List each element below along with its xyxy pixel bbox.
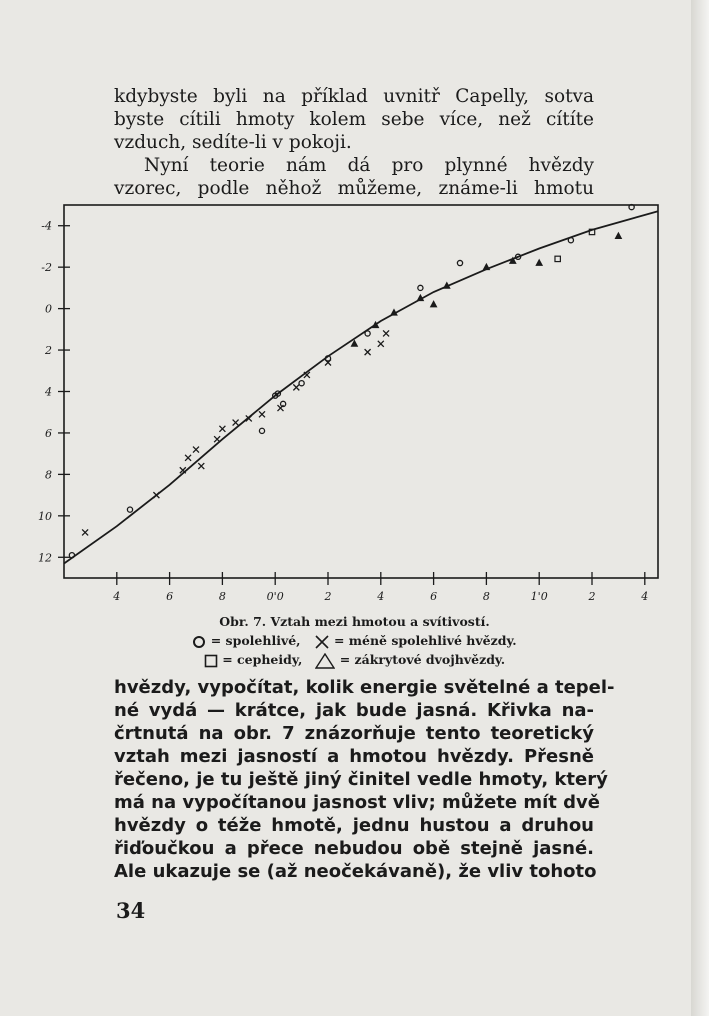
point-cross bbox=[198, 463, 204, 469]
point-circle bbox=[259, 428, 264, 433]
point-square bbox=[555, 256, 560, 261]
point-circle bbox=[127, 507, 132, 512]
point-cross bbox=[153, 492, 159, 498]
legend-less-reliable: = méně spolehlivé hvězdy. bbox=[333, 633, 517, 648]
text-line: Ale ukazuje se (až neočekávaně), že vliv tohoto bbox=[114, 861, 597, 882]
y-tick-label: -2 bbox=[41, 261, 52, 275]
x-tick-label: 0'0 bbox=[266, 590, 284, 603]
text-line: črtnutá na obr. 7 znázorňuje tento teoretický bbox=[114, 723, 594, 744]
point-cross bbox=[293, 384, 299, 390]
cross-marker-icon bbox=[314, 635, 330, 649]
x-tick-label: 4 bbox=[377, 590, 385, 603]
point-cross bbox=[193, 447, 199, 453]
text-line: má na vypočítanou jasnost vliv; můžete mít dvě bbox=[114, 792, 600, 813]
legend-reliable: = spolehlivé, bbox=[210, 633, 301, 648]
x-tick-label: 1'0 bbox=[530, 590, 548, 603]
page-number: 34 bbox=[116, 898, 146, 923]
text-line: kdybyste byli na příklad uvnitř Capelly, sotva bbox=[114, 86, 594, 107]
point-triangle bbox=[483, 264, 489, 270]
point-circle bbox=[299, 381, 304, 386]
x-tick-label: 4 bbox=[641, 590, 649, 603]
point-cross bbox=[214, 436, 220, 442]
y-tick-label: 4 bbox=[45, 385, 52, 399]
text-line: řečeno, je tu ještě jiný činitel vedle hmoty, který bbox=[114, 769, 608, 790]
point-triangle bbox=[615, 233, 621, 239]
text-line: byste cítili hmoty kolem sebe více, než cítíte bbox=[114, 109, 594, 130]
x-tick-label: 6 bbox=[166, 590, 174, 603]
text-line: né vydá — krátce, jak bude jasná. Křivka na- bbox=[114, 700, 594, 721]
point-cross bbox=[219, 426, 225, 432]
paragraph-bottom bbox=[114, 676, 615, 883]
point-cross bbox=[185, 455, 191, 461]
text-line: vzduch, sedíte-li v pokoji. bbox=[114, 132, 352, 153]
x-tick-label: 2 bbox=[588, 590, 596, 603]
point-triangle bbox=[430, 301, 436, 307]
point-cross bbox=[378, 341, 384, 347]
y-tick-label: 10 bbox=[38, 509, 52, 523]
point-circle bbox=[365, 331, 370, 336]
legend-eclipsing-binaries: = zákrytové dvojhvězdy. bbox=[339, 652, 506, 667]
point-circle bbox=[418, 285, 423, 290]
text-line: vzorec, podle něhož můžeme, známe-li hmotu bbox=[114, 178, 594, 199]
point-cross bbox=[383, 330, 389, 336]
text-line: hvězdy o téže hmotě, jednu hustou a druhou bbox=[114, 815, 594, 836]
text-line: řiďoučkou a přece nebudou obě stejně jasné. bbox=[114, 838, 594, 859]
circle-marker-icon bbox=[192, 635, 206, 649]
point-cross bbox=[277, 405, 283, 411]
text-line: vztah mezi jasností a hmotou hvězdy. Přesně bbox=[114, 746, 594, 767]
plot-frame bbox=[64, 205, 658, 578]
square-marker-icon bbox=[204, 654, 218, 668]
y-tick-label: 2 bbox=[45, 344, 52, 358]
point-cross bbox=[259, 411, 265, 417]
theory-curve bbox=[64, 211, 658, 563]
y-tick-label: -4 bbox=[41, 219, 52, 233]
point-triangle bbox=[351, 340, 357, 346]
text-line: Nyní teorie nám dá pro plynné hvězdy bbox=[144, 155, 594, 176]
point-triangle bbox=[536, 260, 542, 266]
y-tick-label: 6 bbox=[45, 426, 52, 440]
point-cross bbox=[233, 420, 239, 426]
x-tick-label: 8 bbox=[218, 590, 226, 603]
triangle-marker-icon bbox=[315, 653, 335, 669]
legend-cepheids: = cepheidy, bbox=[222, 652, 303, 667]
y-tick-label: 0 bbox=[45, 302, 52, 316]
x-tick-label: 2 bbox=[324, 590, 332, 603]
x-tick-label: 6 bbox=[430, 590, 438, 603]
x-tick-label: 4 bbox=[113, 590, 121, 603]
point-circle bbox=[568, 238, 573, 243]
y-tick-label: 8 bbox=[45, 468, 52, 482]
legend-line-1 bbox=[0, 633, 709, 649]
x-tick-label: 8 bbox=[482, 590, 490, 603]
point-cross bbox=[82, 529, 88, 535]
legend-line-2 bbox=[0, 652, 709, 669]
text-line: hvězdy, vypočítat, kolik energie světelné a tepel- bbox=[114, 677, 615, 698]
point-cross bbox=[365, 349, 371, 355]
figure-caption: Obr. 7. Vztah mezi hmotou a svítivostí. bbox=[219, 614, 490, 629]
point-circle bbox=[457, 260, 462, 265]
y-tick-label: 12 bbox=[38, 551, 52, 565]
